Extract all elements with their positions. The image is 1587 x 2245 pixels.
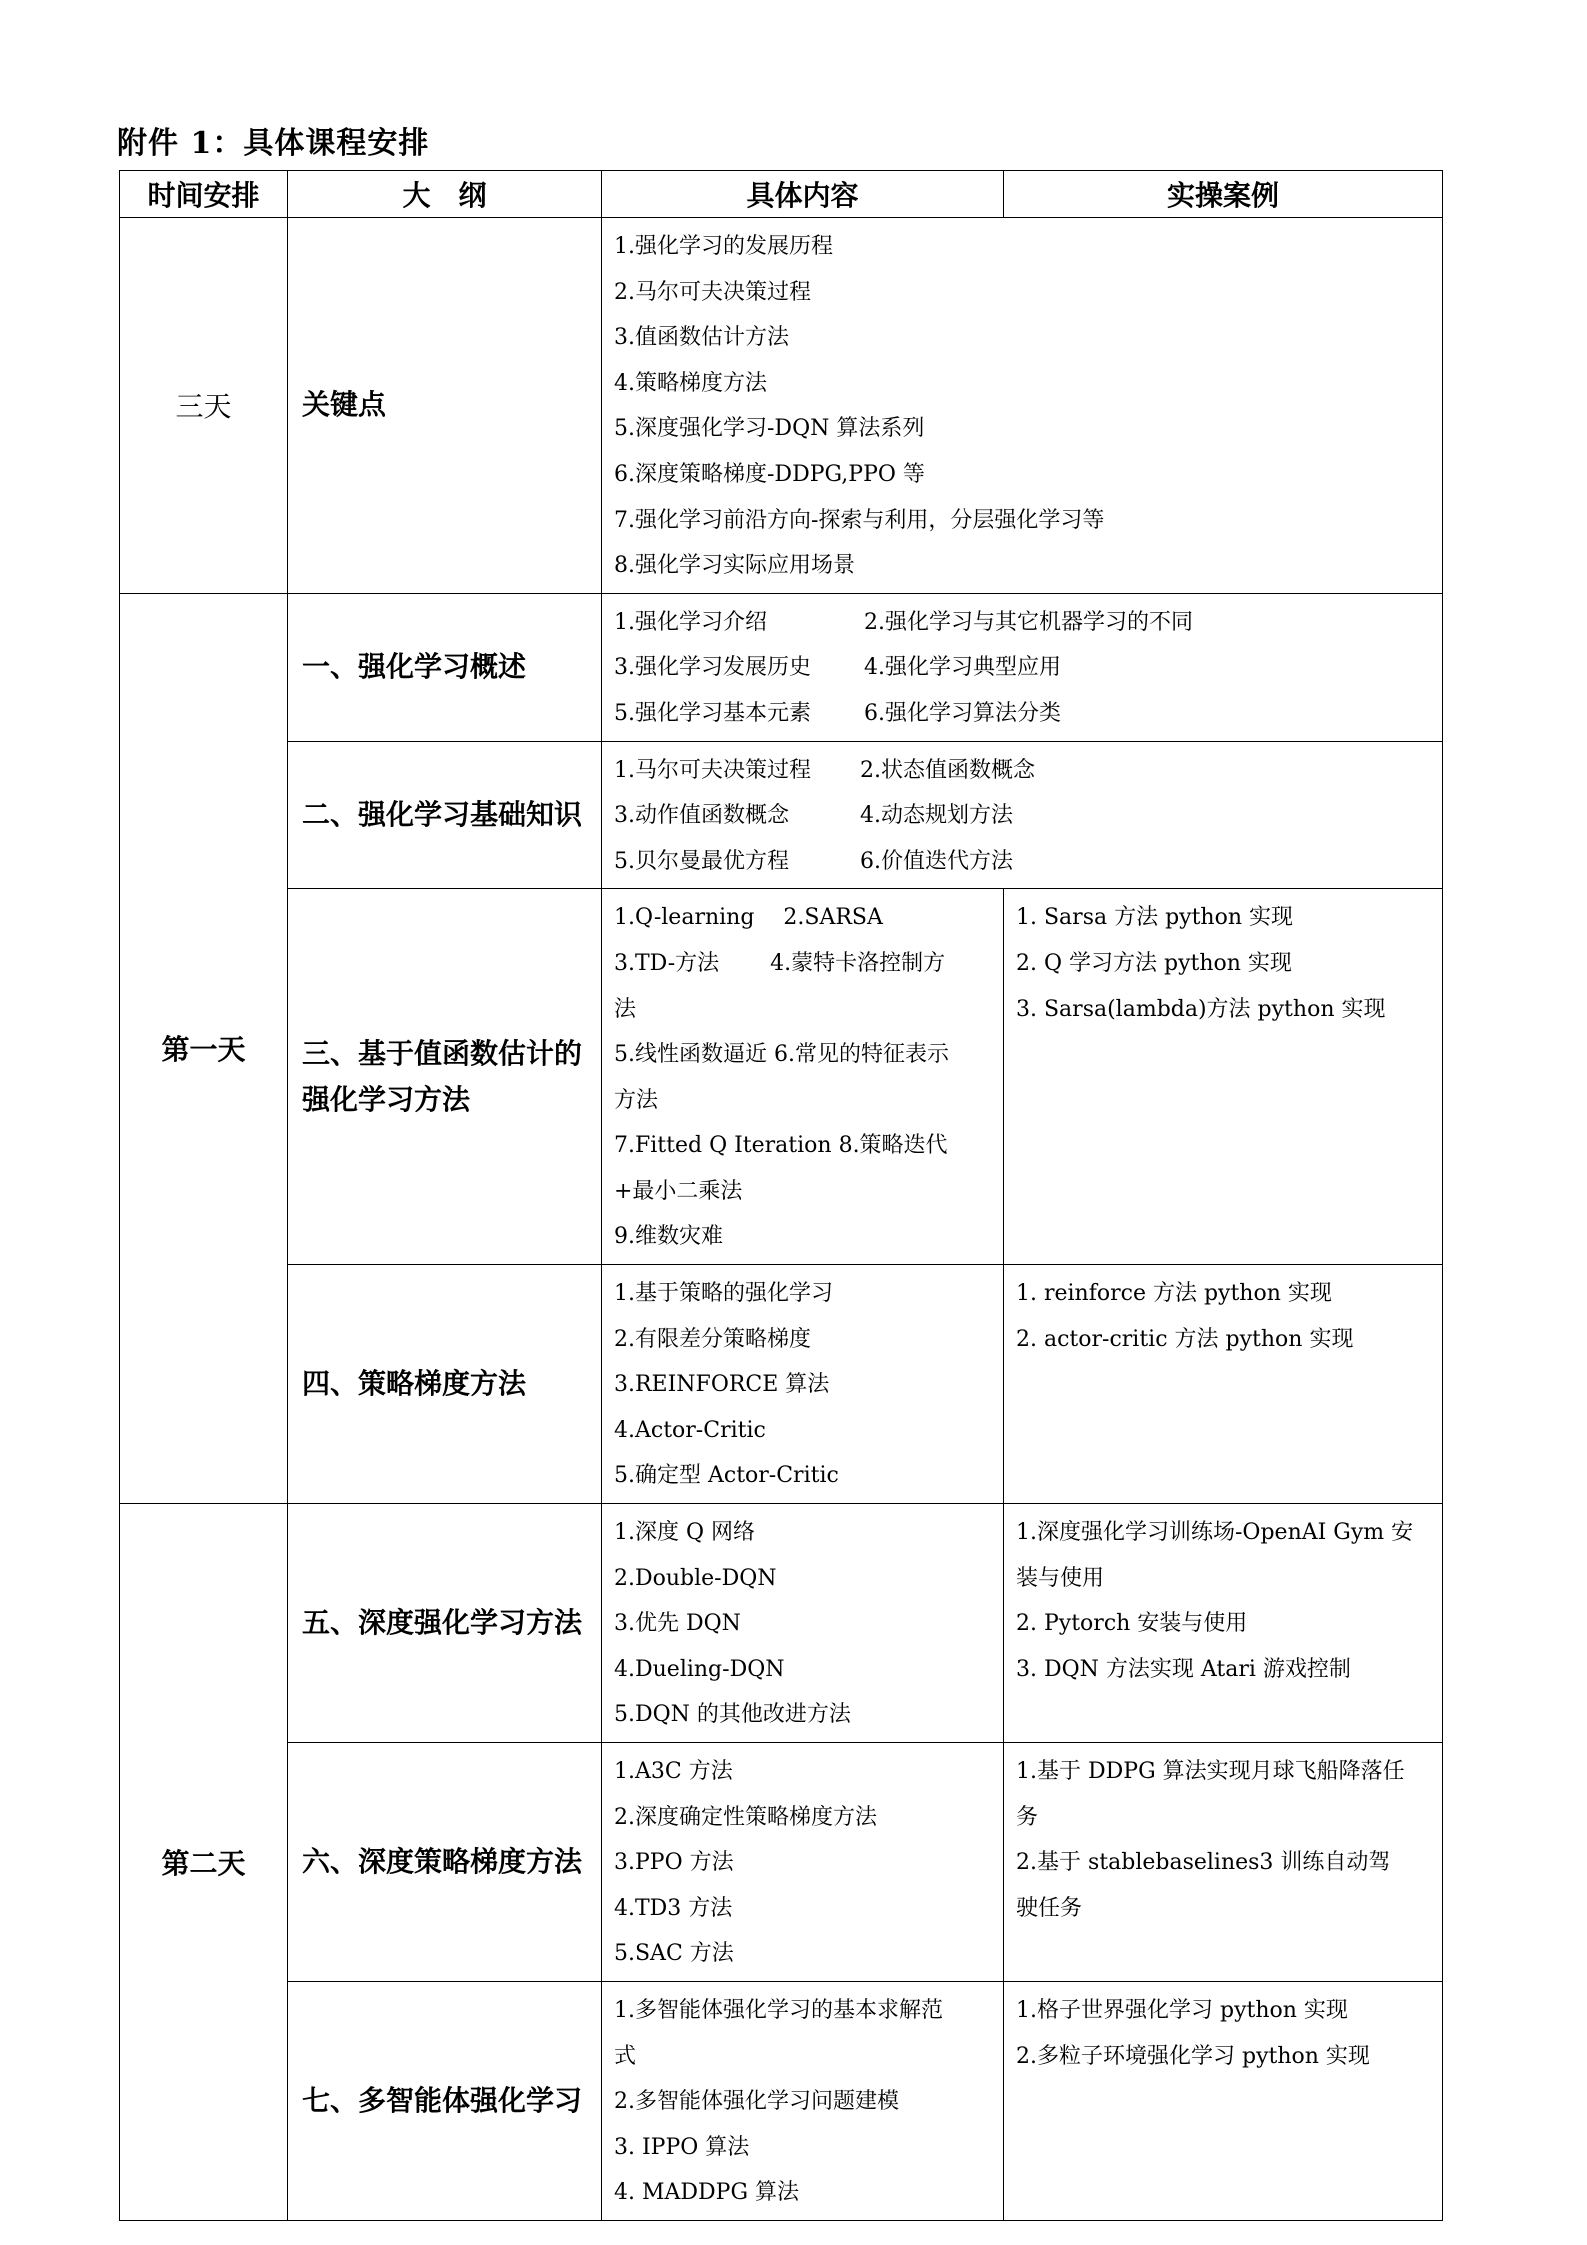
list-item: +最小二乘法	[614, 1178, 743, 1204]
list-item: 5.SAC 方法	[614, 1941, 734, 1967]
list-item: 4.TD3 方法	[614, 1895, 733, 1921]
case-item: 2.基于 stablebaselines3 训练自动驾	[1016, 1850, 1391, 1876]
list-item	[614, 691, 1430, 737]
table-row-s3	[120, 889, 1443, 1265]
case-item: 1. reinforce 方法 python 实现	[1016, 1281, 1332, 1307]
outline-line: 强化学习方法	[302, 1082, 471, 1116]
outline-line: 三、基于值函数估计的	[302, 1036, 583, 1070]
list-item-left: 5.贝尔曼最优方程	[614, 848, 789, 874]
time-cell-day1: 第一天	[120, 593, 288, 1503]
case-cell-s7	[1004, 1981, 1443, 2220]
outline-cell-s7: 七、多智能体强化学习	[288, 1981, 602, 2220]
list-item: 1.多智能体强化学习的基本求解范	[614, 1997, 943, 2023]
list-item: 1.深度 Q 网络	[614, 1520, 756, 1546]
list-item	[614, 600, 1430, 646]
list-item: 4.Dueling-DQN	[614, 1656, 785, 1682]
case-item: 3. Sarsa(lambda)方法 python 实现	[1016, 996, 1386, 1022]
content-cell-overview	[602, 218, 1443, 594]
list-item: 方法	[614, 1087, 659, 1113]
list-item: 5.确定型 Actor-Critic	[614, 1463, 839, 1489]
table-row-overview	[120, 218, 1443, 594]
list-item: 4. MADDPG 算法	[614, 2180, 800, 2206]
list-item-right: 4.强化学习典型应用	[864, 655, 1061, 681]
case-item: 务	[1016, 1804, 1039, 1830]
list-item-right: 2.状态值函数概念	[860, 757, 1035, 783]
list-item: 7.Fitted Q Iteration 8.策略迭代	[614, 1133, 948, 1159]
content-cell-s3	[602, 889, 1004, 1265]
case-cell-s3	[1004, 889, 1443, 1265]
list-item: 1.Q-learning 2.SARSA	[614, 905, 883, 931]
table-row-s6	[120, 1743, 1443, 1982]
list-item: 4.Actor-Critic	[614, 1417, 766, 1443]
list-item: 2.马尔可夫决策过程	[614, 279, 811, 305]
table-row-s4	[120, 1265, 1443, 1504]
table-row-s7	[120, 1981, 1443, 2220]
list-item: 2.有限差分策略梯度	[614, 1326, 811, 1352]
document-title: 附件 1：具体课程安排	[117, 126, 430, 161]
list-item: 3.TD-方法 4.蒙特卡洛控制方	[614, 950, 946, 976]
case-item: 2. Q 学习方法 python 实现	[1016, 950, 1292, 976]
list-item-left: 1.强化学习介绍	[614, 609, 767, 635]
list-item: 6.深度策略梯度-DDPG,PPO 等	[614, 461, 925, 487]
case-item: 3. DQN 方法实现 Atari 游戏控制	[1016, 1656, 1351, 1682]
table-row-s1	[120, 593, 1443, 741]
header-content: 具体内容	[602, 171, 1004, 218]
list-item: 4.策略梯度方法	[614, 370, 767, 396]
case-item: 驶任务	[1016, 1895, 1083, 1921]
case-item: 1.格子世界强化学习 python 实现	[1016, 1997, 1348, 2023]
list-item-right: 4.动态规划方法	[860, 803, 1013, 829]
content-cell-s5	[602, 1504, 1004, 1743]
list-item: 2.Double-DQN	[614, 1565, 777, 1591]
list-item	[614, 793, 1430, 839]
header-time: 时间安排	[120, 171, 288, 218]
case-item: 2.多粒子环境强化学习 python 实现	[1016, 2043, 1370, 2069]
list-item: 1.基于策略的强化学习	[614, 1281, 833, 1307]
list-item-left: 1.马尔可夫决策过程	[614, 757, 811, 783]
outline-cell-s3	[288, 889, 602, 1265]
list-item-left: 5.强化学习基本元素	[614, 700, 811, 726]
case-item: 2. actor-critic 方法 python 实现	[1016, 1326, 1354, 1352]
list-item: 3.值函数估计方法	[614, 325, 789, 351]
content-cell-s1	[602, 593, 1443, 741]
header-outline: 大 纲	[288, 171, 602, 218]
time-cell-day2: 第二天	[120, 1504, 288, 2221]
outline-cell-key-points: 关键点	[288, 218, 602, 594]
list-item: 3.PPO 方法	[614, 1850, 734, 1876]
case-cell-s6	[1004, 1743, 1443, 1982]
list-item: 3. IPPO 算法	[614, 2134, 750, 2160]
case-item: 装与使用	[1016, 1565, 1105, 1591]
list-item: 9.维数灾难	[614, 1224, 723, 1250]
case-item: 1. Sarsa 方法 python 实现	[1016, 905, 1294, 931]
case-item: 1.基于 DDPG 算法实现月球飞船降落任	[1016, 1759, 1405, 1784]
outline-cell-s6: 六、深度策略梯度方法	[288, 1743, 602, 1982]
content-cell-s2	[602, 741, 1443, 889]
list-item: 3.REINFORCE 算法	[614, 1372, 830, 1398]
outline-cell-s4: 四、策略梯度方法	[288, 1265, 602, 1504]
list-item-right: 2.强化学习与其它机器学习的不同	[864, 609, 1193, 635]
list-item: 5.DQN 的其他改进方法	[614, 1702, 851, 1728]
outline-cell-s5: 五、深度强化学习方法	[288, 1504, 602, 1743]
list-item-right: 6.价值迭代方法	[860, 848, 1013, 874]
list-item-left: 3.强化学习发展历史	[614, 655, 811, 681]
content-cell-s7	[602, 1981, 1004, 2220]
content-cell-s4	[602, 1265, 1004, 1504]
list-item: 5.线性函数逼近 6.常见的特征表示	[614, 1042, 949, 1068]
content-cell-s6	[602, 1743, 1004, 1982]
list-item: 式	[614, 2043, 637, 2069]
list-item: 2.多智能体强化学习问题建模	[614, 2089, 899, 2115]
list-item: 7.强化学习前沿方向-探索与利用，分层强化学习等	[614, 507, 1105, 533]
list-item: 1.A3C 方法	[614, 1759, 733, 1784]
outline-cell-s2: 二、强化学习基础知识	[288, 741, 602, 889]
course-schedule-table	[119, 170, 1443, 2221]
list-item: 8.强化学习实际应用场景	[614, 553, 855, 579]
list-item: 3.优先 DQN	[614, 1611, 741, 1637]
table-row-s5	[120, 1504, 1443, 1743]
case-cell-s5	[1004, 1504, 1443, 1743]
case-cell-s4	[1004, 1265, 1443, 1504]
case-item: 2. Pytorch 安装与使用	[1016, 1611, 1248, 1637]
list-item: 2.深度确定性策略梯度方法	[614, 1804, 877, 1830]
list-item: 5.深度强化学习-DQN 算法系列	[614, 416, 925, 442]
case-item: 1.深度强化学习训练场-OpenAI Gym 安	[1016, 1520, 1414, 1546]
table-row-s2	[120, 741, 1443, 889]
list-item	[614, 645, 1430, 691]
list-item	[614, 839, 1430, 885]
list-item-left: 3.动作值函数概念	[614, 803, 789, 829]
list-item-right: 6.强化学习算法分类	[864, 700, 1061, 726]
list-item: 法	[614, 996, 637, 1022]
time-cell-overview: 三天	[120, 218, 288, 594]
list-item	[614, 748, 1430, 794]
table-header-row	[120, 171, 1443, 218]
outline-cell-s1: 一、强化学习概述	[288, 593, 602, 741]
list-item: 1.强化学习的发展历程	[614, 234, 833, 259]
header-cases: 实操案例	[1004, 171, 1443, 218]
